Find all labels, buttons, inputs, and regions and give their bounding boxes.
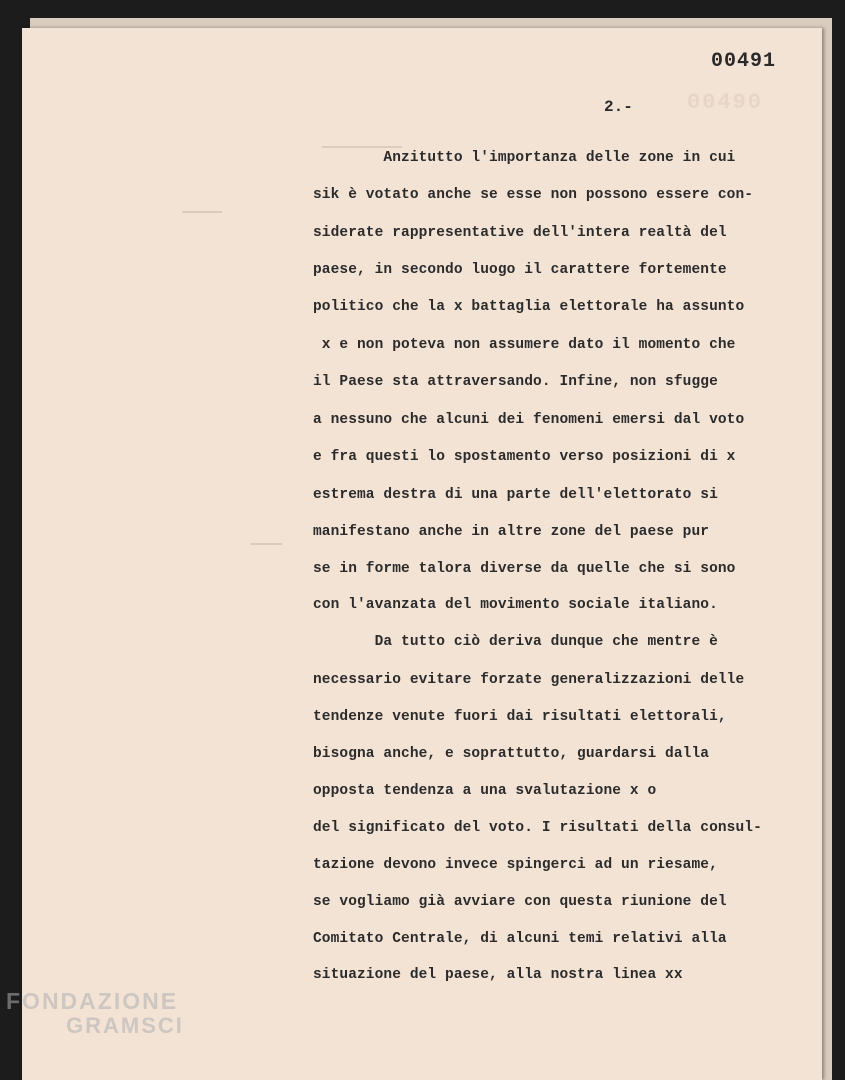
bleed-through-mark — [322, 146, 402, 148]
watermark-line-1: FONDAZIONE — [6, 988, 179, 1014]
fondazione-gramsci-watermark — [6, 990, 184, 1037]
bleed-through-mark — [182, 211, 222, 213]
text-line: bisogna anche, e soprattutto, guardarsi dalla — [313, 746, 710, 762]
text-line: se vogliamo già avviare con questa riunione del — [313, 894, 727, 910]
text-line: estrema destra di una parte dell'elettorato si — [313, 487, 718, 503]
text-line: x e non poteva non assumere dato il momento che — [313, 337, 736, 353]
page-number: 2.- — [604, 98, 633, 116]
watermark-line-2: GRAMSCI — [66, 1013, 184, 1038]
document-number: 00491 — [711, 50, 777, 73]
text-line: tendenze venute fuori dai risultati elettorali, — [313, 709, 727, 725]
text-line: Comitato Centrale, di alcuni temi relativi alla — [313, 931, 727, 947]
text-line: sik è votato anche se esse non possono essere con- — [313, 187, 754, 203]
text-line: con l'avanzata del movimento sociale italiano. — [313, 597, 718, 613]
text-line: del significato del voto. I risultati della consul- — [313, 820, 762, 836]
text-line: politico che la x battaglia elettorale ha assunto — [313, 299, 745, 315]
text-line: Anzitutto l'importanza delle zone in cui — [313, 150, 736, 166]
text-line: necessario evitare forzate generalizzazioni delle — [313, 672, 745, 688]
text-line: Da tutto ciò deriva dunque che mentre è — [313, 634, 718, 650]
text-line: e fra questi lo spostamento verso posizioni di x — [313, 449, 736, 465]
text-line: manifestano anche in altre zone del paese pur — [313, 524, 710, 540]
document-page — [22, 28, 822, 1080]
text-line: siderate rappresentative dell'intera realtà del — [313, 225, 727, 241]
text-line: tazione devono invece spingerci ad un riesame, — [313, 857, 718, 873]
text-line: opposta tendenza a una svalutazione x o — [313, 783, 657, 799]
text-line: a nessuno che alcuni dei fenomeni emersi dal voto — [313, 412, 745, 428]
text-line: paese, in secondo luogo il carattere fortemente — [313, 262, 727, 278]
text-line: situazione del paese, alla nostra linea xx — [313, 967, 683, 983]
bleed-through-mark: 00490 — [687, 90, 764, 115]
text-line: il Paese sta attraversando. Infine, non sfugge — [313, 374, 718, 390]
bleed-through-mark — [250, 543, 282, 545]
text-line: se in forme talora diverse da quelle che si sono — [313, 561, 736, 577]
